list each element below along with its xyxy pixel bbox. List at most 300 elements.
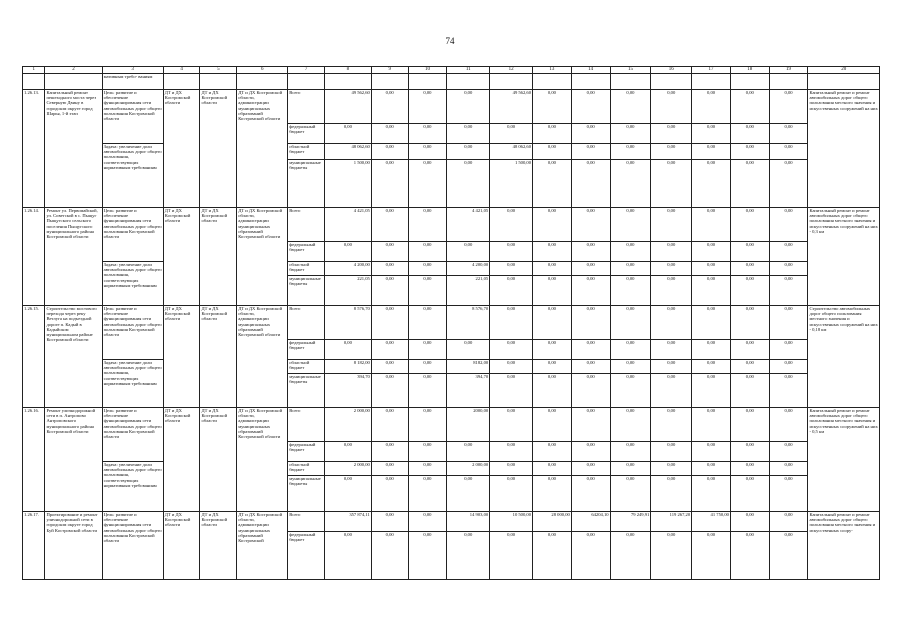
- amount-v17: 0,00: [692, 340, 731, 360]
- table-row: [23, 408, 880, 442]
- column-header-19: 19: [769, 67, 808, 74]
- expected-result: Строительство автомобильных дорог общего пользования местного значения и искусственных сооружений на них - 0,18 км: [808, 306, 880, 408]
- funding-source: федеральный бюджет: [288, 532, 325, 580]
- amount-v19: 0,00: [769, 306, 808, 340]
- amount-v16: 0,00: [651, 532, 692, 580]
- row-id: 1.26.17.: [23, 512, 45, 580]
- amount-v10: 0,00: [408, 408, 447, 442]
- table-row: [23, 208, 880, 242]
- amount-v14: 0,00: [571, 442, 610, 462]
- goal-text: Цель: развитие и обеспечение функционирования сети автомобильных дорог общего пользования Костромской области: [102, 208, 163, 262]
- measure-name: Строительство мостового перехода через реку Ветлуга на подъездной дороге п. Кадый в Кадыйском муниципальном районе Костромской области: [45, 306, 102, 408]
- amount-v13: 0,00: [533, 340, 572, 360]
- amount-v18: 0,00: [730, 306, 769, 340]
- participants: ДТ и ДХ Костромской области, администрации муниципальных образований Костромской области: [237, 306, 288, 408]
- amount-v18: 0,00: [730, 462, 769, 476]
- amount-v17: 0,00: [692, 360, 731, 374]
- amount-v14: 0,00: [571, 340, 610, 360]
- carryover-cell-5: [200, 74, 237, 90]
- amount-v11: 0,00: [447, 242, 490, 262]
- amount-v14: 0,00: [571, 90, 610, 124]
- amount-v19: 0,00: [769, 462, 808, 476]
- responsible-executor: ДТ и ДХ Костромской области: [163, 408, 200, 512]
- amount-v14: 0,00: [571, 144, 610, 160]
- amount-v9: 0,00: [371, 306, 408, 340]
- amount-v13: 0,00: [533, 408, 572, 442]
- amount-v18: 0,00: [730, 360, 769, 374]
- carryover-cell-9: [371, 74, 408, 90]
- amount-v12: 0,00: [490, 262, 533, 276]
- amount-v17: 0,00: [692, 262, 731, 276]
- amount-v12: 0,00: [490, 532, 533, 580]
- amount-v12: 1 500,00: [490, 160, 533, 208]
- amount-v16: 0,00: [651, 462, 692, 476]
- funding-source: федеральный бюджет: [288, 242, 325, 262]
- funding-source: федеральный бюджет: [288, 340, 325, 360]
- column-header-6: 6: [237, 67, 288, 74]
- amount-v13: 0,00: [533, 276, 572, 306]
- amount-v11: 0,00: [447, 532, 490, 580]
- amount-v11: 0,00: [447, 124, 490, 144]
- amount-v10: 0,00: [408, 340, 447, 360]
- amount-v15: 0,00: [610, 442, 651, 462]
- amount-v13: 0,00: [533, 462, 572, 476]
- task-text: Задача: увеличение доли автомобильных дорог общего пользования, соответствующих нормативным требованиям: [102, 262, 163, 306]
- amount-v9: 0,00: [371, 476, 408, 512]
- amount-v10: 0,00: [408, 462, 447, 476]
- amount-v17: 0,00: [692, 306, 731, 340]
- amount-v10: 0,00: [408, 360, 447, 374]
- amount-v12: 49 562,60: [490, 90, 533, 124]
- expected-result: Капитальный ремонт и ремонт автомобильных дорог общего пользования местного значения и искусственных сооружений на них - 0,5 км: [808, 408, 880, 512]
- amount-v12: 0,00: [490, 374, 533, 408]
- amount-v15: 0,00: [610, 408, 651, 442]
- carryover-cell-13: [533, 74, 572, 90]
- amount-v11: 221,05: [447, 276, 490, 306]
- amount-v18: 0,00: [730, 512, 769, 532]
- amount-v17: 0,00: [692, 532, 731, 580]
- amount-v14: 0,00: [571, 476, 610, 512]
- amount-v17: 0,00: [692, 208, 731, 242]
- amount-v15: 0,00: [610, 462, 651, 476]
- amount-v17: 0,00: [692, 408, 731, 442]
- column-header-5: 5: [200, 67, 237, 74]
- goal-text: Цель: развитие и обеспечение функционирования сети автомобильных дорог общего пользования Костромской области: [102, 306, 163, 360]
- amount-v14: 0,00: [571, 242, 610, 262]
- amount-v12: 0,00: [490, 408, 533, 442]
- amount-v8: 4 200,00: [324, 262, 371, 276]
- amount-v10: 0,00: [408, 90, 447, 124]
- carryover-cell-15: [610, 74, 651, 90]
- amount-v19: 0,00: [769, 160, 808, 208]
- amount-v11: 0,00: [447, 442, 490, 462]
- column-header-1: 1: [23, 67, 45, 74]
- amount-v15: 0,00: [610, 144, 651, 160]
- amount-v19: 0,00: [769, 340, 808, 360]
- amount-v17: 0,00: [692, 476, 731, 512]
- amount-v11: 2000,00: [447, 408, 490, 442]
- amount-v17: 0,00: [692, 144, 731, 160]
- amount-v8: 8 182,00: [324, 360, 371, 374]
- carryover-cell-3: мативным требо- ваниям: [102, 74, 163, 90]
- column-header-10: 10: [408, 67, 447, 74]
- carryover-cell-14: [571, 74, 610, 90]
- carryover-cell-17: [692, 74, 731, 90]
- co-executor: ДТ и ДХ Костромской области: [200, 90, 237, 208]
- funding-source: областной бюджет: [288, 262, 325, 276]
- amount-v10: 0,00: [408, 262, 447, 276]
- funding-source: федеральный бюджет: [288, 442, 325, 462]
- table-row: [23, 512, 880, 532]
- amount-v8: 357 874,11: [324, 512, 371, 532]
- task-text: Задача: увеличение доли автомобильных дорог общего пользования, соответствующих нормативным требованиям: [102, 360, 163, 408]
- amount-v9: 0,00: [371, 262, 408, 276]
- amount-v15: 0,00: [610, 306, 651, 340]
- amount-v14: 0,00: [571, 408, 610, 442]
- amount-v19: 0,00: [769, 512, 808, 532]
- amount-v10: 0,00: [408, 144, 447, 160]
- amount-v11: 8 576,70: [447, 306, 490, 340]
- carryover-cell-19: [769, 74, 808, 90]
- amount-v10: 0,00: [408, 208, 447, 242]
- amount-v13: 0,00: [533, 242, 572, 262]
- expected-result: Капитальный ремонт и ремонт автомобильных дорог общего пользования местного значения и искусственных сооружений на них - 0,3 км: [808, 208, 880, 306]
- amount-v16: 0,00: [651, 160, 692, 208]
- co-executor: ДТ и ДХ Костромской области: [200, 208, 237, 306]
- column-header-2: 2: [45, 67, 102, 74]
- amount-v15: 0,00: [610, 532, 651, 580]
- carryover-cell-6: [237, 74, 288, 90]
- amount-v16: 0,00: [651, 360, 692, 374]
- amount-v10: 0,00: [408, 476, 447, 512]
- amount-v11: 394,70: [447, 374, 490, 408]
- responsible-executor: ДТ и ДХ Костромской области: [163, 512, 200, 580]
- amount-v16: 0,00: [651, 408, 692, 442]
- amount-v8: 0,00: [324, 442, 371, 462]
- amount-v19: 0,00: [769, 276, 808, 306]
- amount-v10: 0,00: [408, 160, 447, 208]
- amount-v19: 0,00: [769, 262, 808, 276]
- responsible-executor: ДТ и ДХ Костромской области: [163, 306, 200, 408]
- amount-v15: 0,00: [610, 160, 651, 208]
- amount-v10: 0,00: [408, 512, 447, 532]
- amount-v13: 0,00: [533, 144, 572, 160]
- column-header-15: 15: [610, 67, 651, 74]
- amount-v11: 0,00: [447, 340, 490, 360]
- amount-v16: 0,00: [651, 476, 692, 512]
- amount-v9: 0,00: [371, 208, 408, 242]
- amount-v9: 0,00: [371, 160, 408, 208]
- amount-v10: 0,00: [408, 276, 447, 306]
- funding-source: Всего: [288, 512, 325, 532]
- amount-v14: 0,00: [571, 276, 610, 306]
- amount-v11: 8182,00: [447, 360, 490, 374]
- carryover-cell-7: [288, 74, 325, 90]
- amount-v13: 0,00: [533, 208, 572, 242]
- amount-v19: 0,00: [769, 374, 808, 408]
- funding-source: областной бюджет: [288, 462, 325, 476]
- amount-v19: 0,00: [769, 476, 808, 512]
- funding-source: муниципальные бюджеты: [288, 276, 325, 306]
- amount-v12: 0,00: [490, 242, 533, 262]
- amount-v16: 119 267,20: [651, 512, 692, 532]
- row-id: 1.26.16.: [23, 408, 45, 512]
- amount-v11: 0,00: [447, 160, 490, 208]
- amount-v13: 0,00: [533, 306, 572, 340]
- co-executor: ДТ и ДХ Костромской области: [200, 306, 237, 408]
- amount-v16: 0,00: [651, 242, 692, 262]
- amount-v8: 0,00: [324, 340, 371, 360]
- carryover-row: [23, 74, 880, 90]
- amount-v8: 48 062,60: [324, 144, 371, 160]
- goal-text: Цель: развитие и обеспечение функционирования сети автомобильных дорог общего пользования Костромской области: [102, 408, 163, 462]
- amount-v12: 0,00: [490, 124, 533, 144]
- expected-result: Капитальный ремонт и ремонт автомобильных дорог общего пользования местного значения и искусственных соору-: [808, 512, 880, 580]
- carryover-cell-2: [45, 74, 102, 90]
- budget-table: [22, 66, 880, 580]
- amount-v11: 0,00: [447, 90, 490, 124]
- amount-v9: 0,00: [371, 374, 408, 408]
- amount-v18: 0,00: [730, 442, 769, 462]
- amount-v17: 0,00: [692, 124, 731, 144]
- table-row: [23, 306, 880, 340]
- amount-v19: 0,00: [769, 360, 808, 374]
- amount-v8: 0,00: [324, 476, 371, 512]
- amount-v11: 4 421,05: [447, 208, 490, 242]
- amount-v16: 0,00: [651, 374, 692, 408]
- column-header-13: 13: [533, 67, 572, 74]
- amount-v8: 394,70: [324, 374, 371, 408]
- amount-v19: 0,00: [769, 408, 808, 442]
- measure-name: Капитальный ремонт пешеходного моста через Северную Двину в городском округе город Шарья, 1-й этап: [45, 90, 102, 208]
- amount-v19: 0,00: [769, 242, 808, 262]
- amount-v8: 2 000,00: [324, 462, 371, 476]
- carryover-cell-18: [730, 74, 769, 90]
- amount-v16: 0,00: [651, 340, 692, 360]
- amount-v17: 0,00: [692, 242, 731, 262]
- amount-v19: 0,00: [769, 442, 808, 462]
- amount-v13: 0,00: [533, 442, 572, 462]
- column-header-14: 14: [571, 67, 610, 74]
- carryover-cell-8: [324, 74, 371, 90]
- amount-v17: 0,00: [692, 442, 731, 462]
- amount-v8: 0,00: [324, 124, 371, 144]
- amount-v13: 0,00: [533, 476, 572, 512]
- goal-text: Цель: развитие и обеспечение функционирования сети автомобильных дорог общего пользования Костромской области: [102, 90, 163, 144]
- carryover-cell-1: [23, 74, 45, 90]
- expected-result: Капитальный ремонт и ремонт автомобильных дорог общего пользования местного значения и искусственных сооружений на них: [808, 90, 880, 208]
- funding-source: Всего: [288, 90, 325, 124]
- amount-v9: 0,00: [371, 90, 408, 124]
- amount-v15: 0,00: [610, 262, 651, 276]
- carryover-cell-20: [808, 74, 880, 90]
- funding-source: муниципальные бюджеты: [288, 476, 325, 512]
- amount-v15: 0,00: [610, 242, 651, 262]
- amount-v14: 0,00: [571, 462, 610, 476]
- amount-v18: 0,00: [730, 262, 769, 276]
- funding-source: Всего: [288, 408, 325, 442]
- amount-v12: 0,00: [490, 208, 533, 242]
- responsible-executor: ДТ и ДХ Костромской области: [163, 208, 200, 306]
- amount-v8: 2 000,00: [324, 408, 371, 442]
- amount-v9: 0,00: [371, 144, 408, 160]
- amount-v12: 48 062,60: [490, 144, 533, 160]
- row-id: 1.26.14.: [23, 208, 45, 306]
- participants: ДТ и ДХ Костромской области, администрации муниципальных образований Костромской области: [237, 90, 288, 208]
- amount-v13: 0,00: [533, 90, 572, 124]
- amount-v17: 0,00: [692, 462, 731, 476]
- amount-v19: 0,00: [769, 124, 808, 144]
- row-id: 1.26.13.: [23, 90, 45, 208]
- column-header-8: 8: [324, 67, 371, 74]
- funding-source: муниципальные бюджеты: [288, 374, 325, 408]
- table-body: [23, 74, 880, 580]
- amount-v19: 0,00: [769, 532, 808, 580]
- amount-v12: 0,00: [490, 306, 533, 340]
- task-text: Задача: увеличение доли автомобильных дорог общего пользования, соответствующих нормативным требованиям: [102, 144, 163, 208]
- amount-v16: 0,00: [651, 442, 692, 462]
- amount-v17: 41 750,00: [692, 512, 731, 532]
- amount-v12: 10 500,00: [490, 512, 533, 532]
- amount-v18: 0,00: [730, 242, 769, 262]
- funding-source: федеральный бюджет: [288, 124, 325, 144]
- amount-v10: 0,00: [408, 374, 447, 408]
- funding-source: муниципальные бюджеты: [288, 160, 325, 208]
- amount-v15: 0,00: [610, 124, 651, 144]
- amount-v9: 0,00: [371, 462, 408, 476]
- amount-v10: 0,00: [408, 532, 447, 580]
- amount-v18: 0,00: [730, 476, 769, 512]
- table-row: [23, 90, 880, 124]
- amount-v9: 0,00: [371, 532, 408, 580]
- amount-v8: 49 562,60: [324, 90, 371, 124]
- amount-v12: 0,00: [490, 442, 533, 462]
- amount-v19: 0,00: [769, 144, 808, 160]
- amount-v14: 0,00: [571, 360, 610, 374]
- amount-v17: 0,00: [692, 276, 731, 306]
- amount-v16: 0,00: [651, 90, 692, 124]
- carryover-cell-10: [408, 74, 447, 90]
- table-row: [23, 144, 880, 160]
- amount-v13: 0,00: [533, 532, 572, 580]
- amount-v15: 0,00: [610, 360, 651, 374]
- column-header-7: 7: [288, 67, 325, 74]
- amount-v16: 0,00: [651, 306, 692, 340]
- amount-v11: 4 200,00: [447, 262, 490, 276]
- amount-v8: 4 421,05: [324, 208, 371, 242]
- amount-v13: 0,00: [533, 124, 572, 144]
- column-header-row: [23, 67, 880, 74]
- amount-v18: 0,00: [730, 340, 769, 360]
- amount-v14: 0,00: [571, 160, 610, 208]
- page-number: 74: [445, 36, 455, 46]
- amount-v8: 0,00: [324, 242, 371, 262]
- amount-v8: 221,05: [324, 276, 371, 306]
- amount-v8: 0,00: [324, 532, 371, 580]
- amount-v14: 64204,10: [571, 512, 610, 532]
- carryover-cell-16: [651, 74, 692, 90]
- amount-v13: 0,00: [533, 360, 572, 374]
- amount-v16: 0,00: [651, 144, 692, 160]
- amount-v9: 0,00: [371, 408, 408, 442]
- column-header-3: 3: [102, 67, 163, 74]
- measure-name: Ремонт уличнодорожной сети в п. Антропово Антроповского муниципального района Костромской области: [45, 408, 102, 512]
- amount-v10: 0,00: [408, 242, 447, 262]
- row-id: 1.26.15.: [23, 306, 45, 408]
- amount-v8: 8 576,70: [324, 306, 371, 340]
- amount-v14: 0,00: [571, 532, 610, 580]
- amount-v18: 0,00: [730, 124, 769, 144]
- amount-v15: 0,00: [610, 208, 651, 242]
- amount-v14: 0,00: [571, 262, 610, 276]
- column-header-20: 20: [808, 67, 880, 74]
- measure-name: Проектирование и ремонт уличнодорожной сети в городском округе город Буй Костромской области: [45, 512, 102, 580]
- amount-v12: 0,00: [490, 340, 533, 360]
- amount-v10: 0,00: [408, 306, 447, 340]
- carryover-cell-4: [163, 74, 200, 90]
- amount-v9: 0,00: [371, 276, 408, 306]
- amount-v17: 0,00: [692, 160, 731, 208]
- table-row: [23, 462, 880, 476]
- amount-v18: 0,00: [730, 90, 769, 124]
- column-header-16: 16: [651, 67, 692, 74]
- amount-v10: 0,00: [408, 124, 447, 144]
- measure-name: Ремонт ул. Первомайской, ул. Советской в с. Пыщуг Пыщугского сельского поселения Пыщугского муниципального района Костромской области: [45, 208, 102, 306]
- amount-v11: 0,00: [447, 476, 490, 512]
- amount-v11: 2 000,00: [447, 462, 490, 476]
- amount-v9: 0,00: [371, 124, 408, 144]
- amount-v12: 0,00: [490, 276, 533, 306]
- amount-v15: 0,00: [610, 476, 651, 512]
- amount-v9: 0,00: [371, 360, 408, 374]
- amount-v14: 0,00: [571, 208, 610, 242]
- column-header-17: 17: [692, 67, 731, 74]
- amount-v17: 0,00: [692, 374, 731, 408]
- amount-v9: 0,00: [371, 512, 408, 532]
- amount-v14: 0,00: [571, 306, 610, 340]
- participants: ДТ и ДХ Костромской области, администрации муниципальных образований Костромской: [237, 512, 288, 580]
- amount-v18: 0,00: [730, 532, 769, 580]
- amount-v18: 0,00: [730, 160, 769, 208]
- task-text: Задача: увеличение доли автомобильных дорог общего пользования, соответствующих нормативным требованиям: [102, 462, 163, 512]
- participants: ДТ и ДХ Костромской области, администрации муниципальных образований Костромской области: [237, 208, 288, 306]
- amount-v18: 0,00: [730, 374, 769, 408]
- funding-source: областной бюджет: [288, 144, 325, 160]
- amount-v18: 0,00: [730, 208, 769, 242]
- table-row: [23, 360, 880, 374]
- goal-text: Цель: развитие и обеспечение функционирования сети автомобильных дорог общего пользования Костромской области: [102, 512, 163, 580]
- amount-v15: 79 249,91: [610, 512, 651, 532]
- carryover-cell-11: [447, 74, 490, 90]
- amount-v12: 0,00: [490, 476, 533, 512]
- amount-v14: 0,00: [571, 374, 610, 408]
- amount-v12: 0,00: [490, 360, 533, 374]
- amount-v9: 0,00: [371, 340, 408, 360]
- amount-v16: 0,00: [651, 208, 692, 242]
- column-header-12: 12: [490, 67, 533, 74]
- column-header-18: 18: [730, 67, 769, 74]
- amount-v16: 0,00: [651, 124, 692, 144]
- column-header-11: 11: [447, 67, 490, 74]
- carryover-cell-12: [490, 74, 533, 90]
- column-header-9: 9: [371, 67, 408, 74]
- funding-source: областной бюджет: [288, 360, 325, 374]
- amount-v14: 0,00: [571, 124, 610, 144]
- amount-v16: 0,00: [651, 262, 692, 276]
- amount-v8: 1 500,00: [324, 160, 371, 208]
- co-executor: ДТ и ДХ Костромской области: [200, 408, 237, 512]
- amount-v15: 0,00: [610, 374, 651, 408]
